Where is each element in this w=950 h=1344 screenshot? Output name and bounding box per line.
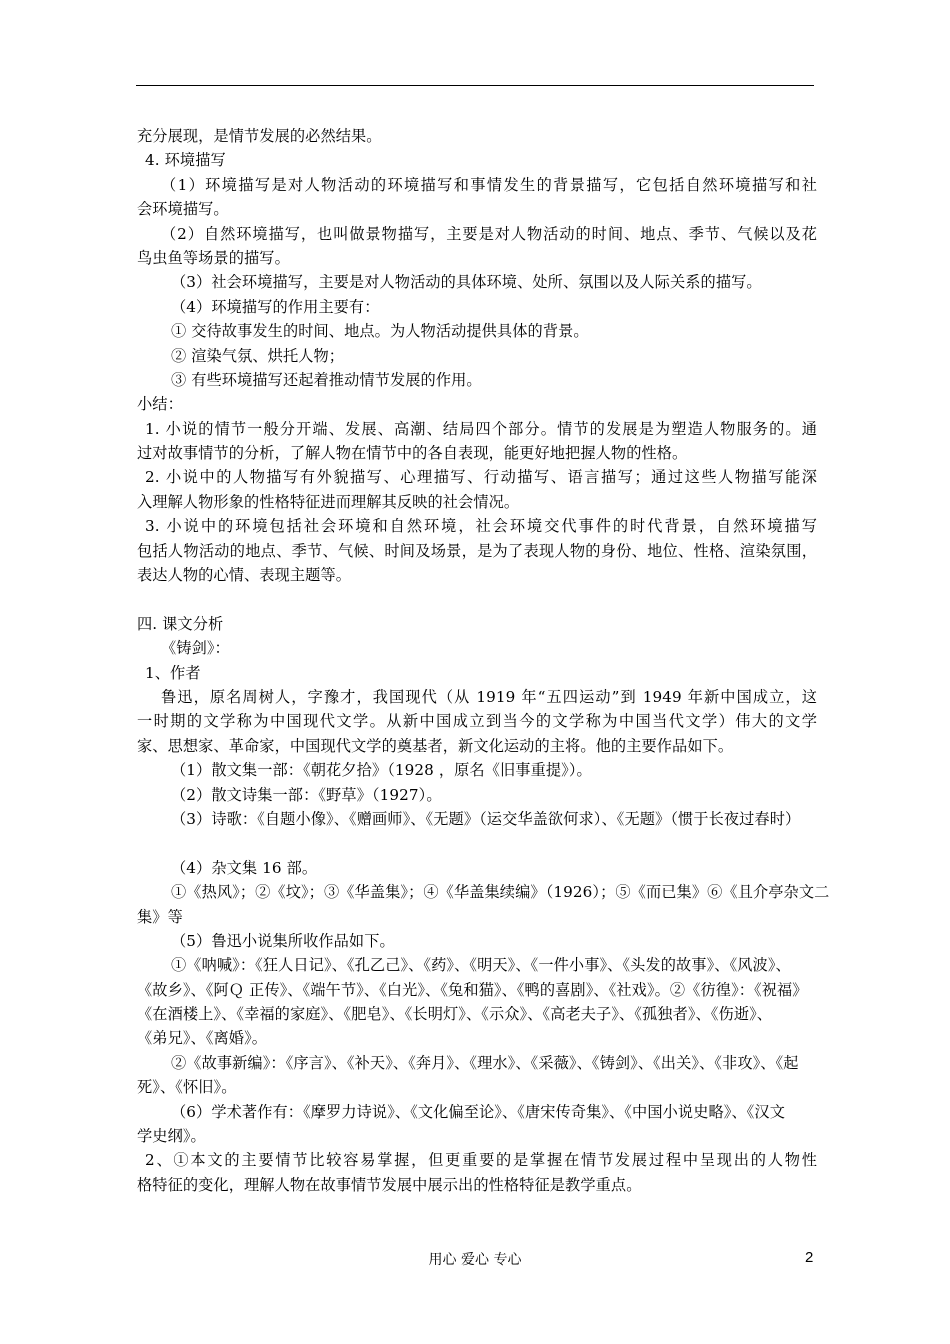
text-line: ① 交待故事发生的时间、地点。为人物活动提供具体的背景。 [171, 322, 589, 341]
text-line: 鲁迅，原名周树人，字豫才，我国现代（从 1919 年“五四运动”到 1949 年新中国成立，这 [161, 687, 817, 706]
text-line: 包括人物活动的地点、季节、气候、时间及场景，是为了表现人物的身份、地位、性格、渲染氛围， [137, 541, 817, 560]
text-line: ①《呐喊》：《狂人日记》、《孔乙己》、《药》、《明天》、《一件小事》、《头发的故事》、《风波》、 [171, 956, 791, 975]
blank-line [137, 831, 817, 855]
text-line: 3. 小说中的环境包括社会环境和自然环境，社会环境交代事件的时代背景，自然环境描写 [145, 517, 817, 536]
text-line: （1）环境描写是对人物活动的环境描写和事情发生的背景描写，它包括自然环境描写和社 [161, 175, 817, 194]
text-line: 小结： [137, 395, 183, 414]
page-number: 2 [805, 1249, 814, 1266]
text-line: （3）诗歌：《自题小像》、《赠画师》、《无题》（运交华盖欲何求）、《无题》（惯于长夜过春时） [171, 809, 801, 828]
text-line: 鸟虫鱼等场景的描写。 [137, 248, 290, 267]
text-line: 2、①本文的主要情节比较容易掌握，但更重要的是掌握在情节发展过程中呈现出的人物性 [145, 1151, 817, 1170]
text-line: 4. 环境描写 [145, 151, 226, 170]
text-line: 表达人物的心情、表现主题等。 [137, 566, 352, 585]
text-line: 死》、《怀旧》。 [137, 1078, 237, 1097]
text-line: ② 渲染气氛、烘托人物； [171, 346, 345, 365]
text-line: 入理解人物形象的性格特征进而理解其反映的社会情况。 [137, 492, 520, 511]
text-line: 《在酒楼上》、《幸福的家庭》、《肥皂》、《长明灯》、《示众》、《高老夫子》、《孤独者》、《伤逝》、 [137, 1005, 773, 1024]
text-line: 会环境描写。 [137, 200, 229, 219]
text-line: （2）散文诗集一部：《野草》（1927）。 [171, 785, 442, 804]
text-line: ①《热风》；②《坟》；③《华盖集》；④《华盖集续编》（1926）；⑤《而已集》⑥《且介亭杂文二 [171, 883, 830, 902]
document-body [137, 124, 830, 1197]
text-line: 格特征的变化，理解人物在故事情节发展中展示出的性格特征是教学重点。 [137, 1175, 642, 1194]
text-line: ③ 有些环境描写还起着推动情节发展的作用。 [171, 370, 482, 389]
text-line: （2）自然环境描写，也叫做景物描写，主要是对人物活动的时间、地点、季节、气候以及花 [161, 224, 817, 243]
text-line: （3）社会环境描写，主要是对人物活动的具体环境、处所、氛围以及人际关系的描写。 [171, 273, 762, 292]
text-line: （4）杂文集 16 部。 [171, 858, 318, 877]
text-line: 《故乡》、《阿Ｑ 正传》、《端午节》、《白光》、《兔和猫》、《鸭的喜剧》、《社戏》。②《彷徨》：《祝福》 [137, 980, 808, 999]
text-line: 家、思想家、革命家，中国现代文学的奠基者，新文化运动的主将。他的主要作品如下。 [137, 736, 734, 755]
text-line: 《铸剑》： [161, 639, 230, 658]
text-line: （5）鲁迅小说集所收作品如下。 [171, 931, 395, 950]
header-rule [136, 85, 814, 86]
text-line: 四. 课文分析 [137, 614, 224, 633]
text-line: 一时期的文学称为中国现代文学。从新中国成立到当今的文学称为中国当代文学）伟大的文学 [137, 712, 817, 731]
text-line: 充分展现，是情节发展的必然结果。 [137, 127, 382, 145]
text-line: ②《故事新编》：《序言》、《补天》、《奔月》、《理水》、《采薇》、《铸剑》、《出关》、《非攻》、《起 [171, 1053, 799, 1072]
text-line: （6）学术著作有：《摩罗力诗说》、《文化偏至论》、《唐宋传奇集》、《中国小说史略》、《汉文 [171, 1102, 786, 1121]
footer-motto: 用心 爱心 专心 [428, 1252, 522, 1268]
text-line: 2. 小说中的人物描写有外貌描写、心理描写、行动描写、语言描写；通过这些人物描写能深 [145, 468, 817, 487]
text-line: 过对故事情节的分析，了解人物在情节中的各自表现，能更好地把握人物的性格。 [137, 444, 688, 463]
text-line: 《弟兄》、《离婚》。 [137, 1029, 268, 1048]
text-line: 1、作者 [145, 663, 201, 682]
text-line: （1）散文集一部：《朝花夕拾》（1928 ，原名《旧事重提》）。 [171, 761, 592, 780]
text-line: 1. 小说的情节一般分开端、发展、高潮、结局四个部分。情节的发展是为塑造人物服务的。通 [145, 419, 817, 438]
blank-line [137, 587, 817, 611]
text-line: 集》等 [137, 907, 183, 926]
text-line: （4）环境描写的作用主要有： [171, 297, 380, 316]
text-line: 学史纲》。 [137, 1127, 206, 1146]
